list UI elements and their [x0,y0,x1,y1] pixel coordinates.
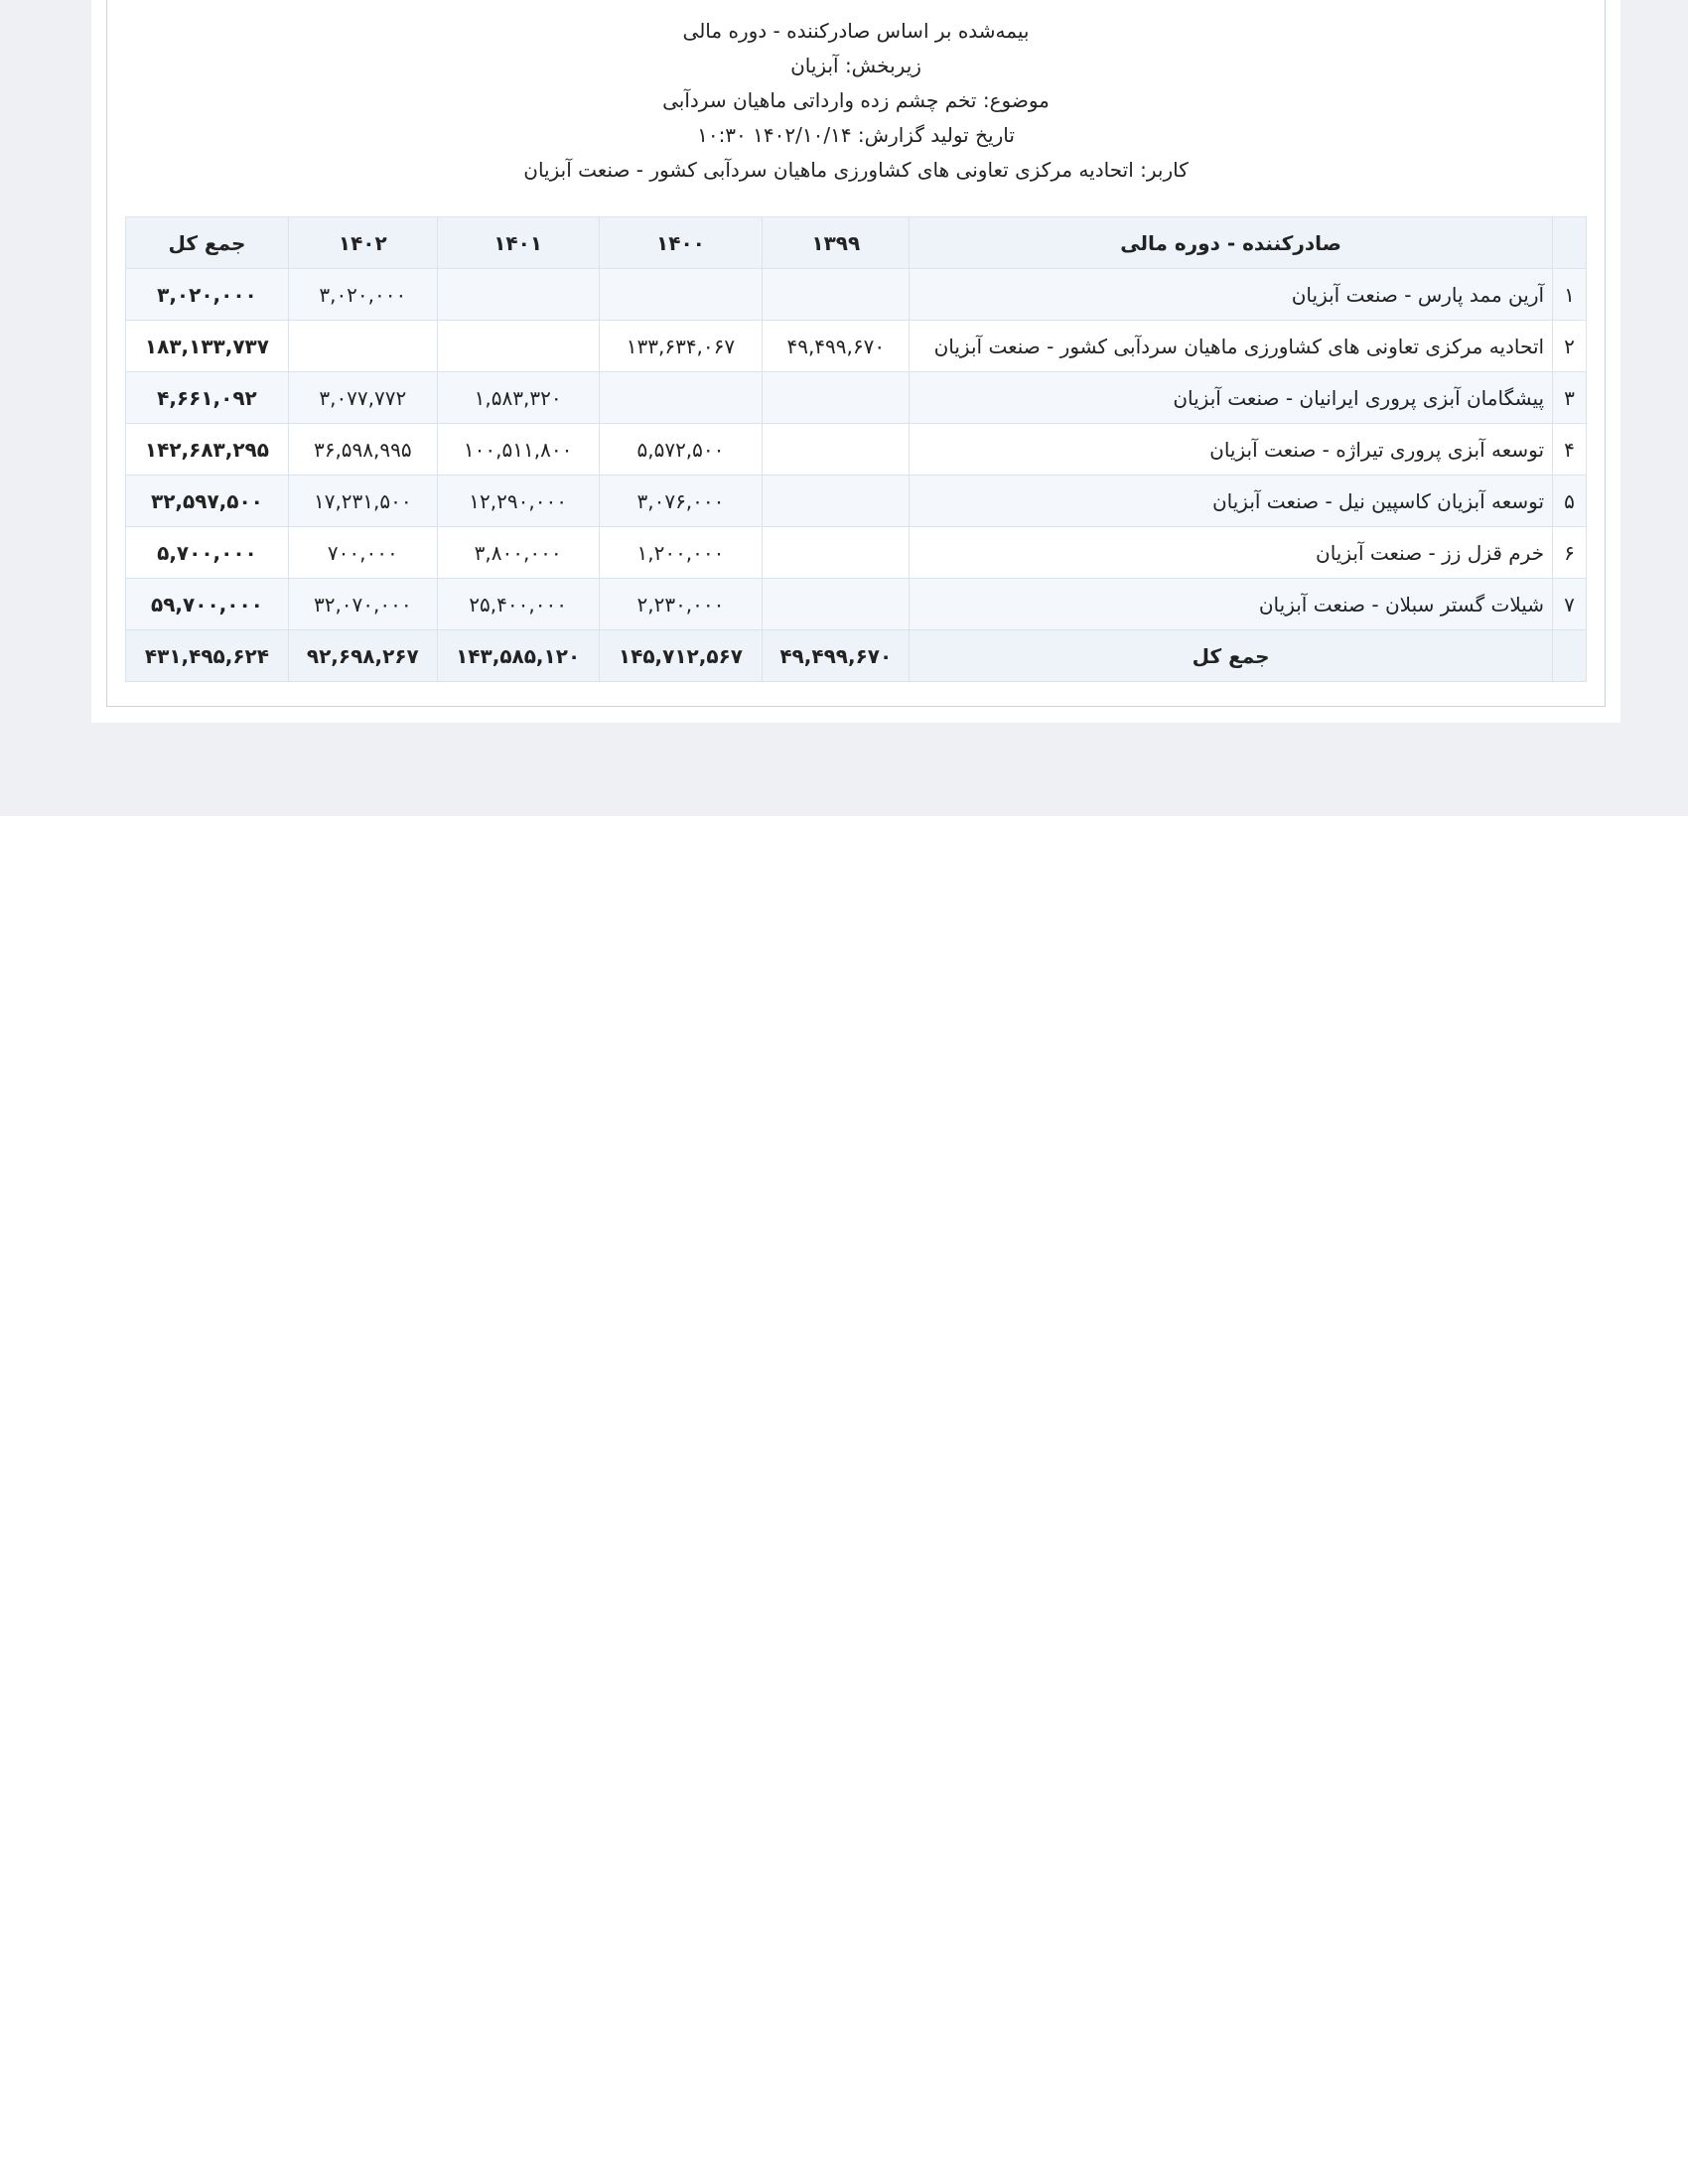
row-index: ۶ [1553,527,1587,579]
cell-1400: ۲,۲۳۰,۰۰۰ [599,579,763,630]
cell-1401 [437,321,599,372]
report-header [106,0,1606,188]
cell-total: ۵۹,۷۰۰,۰۰۰ [126,579,289,630]
row-exporter: آرین ممد پارس - صنعت آبزیان [910,269,1553,321]
table-row [126,579,1587,630]
cell-1402: ۷۰۰,۰۰۰ [288,527,437,579]
table-row [126,527,1587,579]
grand-total-label: جمع کل [910,630,1553,682]
cell-1400 [599,269,763,321]
header-1399[interactable]: ۱۳۹۹ [763,217,910,269]
cell-1402: ۳,۰۲۰,۰۰۰ [288,269,437,321]
cell-1401: ۱,۵۸۳,۳۲۰ [437,372,599,424]
table-row [126,269,1587,321]
cell-1402: ۱۷,۲۳۱,۵۰۰ [288,476,437,527]
cell-total: ۵,۷۰۰,۰۰۰ [126,527,289,579]
cell-total: ۱۴۲,۶۸۳,۲۹۵ [126,424,289,476]
row-exporter: توسعه آبزیان کاسپین نیل - صنعت آبزیان [910,476,1553,527]
cell-1402: ۳,۰۷۷,۷۷۲ [288,372,437,424]
cell-1400: ۳,۰۷۶,۰۰۰ [599,476,763,527]
row-index: ۴ [1553,424,1587,476]
row-index: ۳ [1553,372,1587,424]
row-exporter: اتحادیه مرکزی تعاونی های کشاورزی ماهیان سردآبی کشور - صنعت آبزیان [910,321,1553,372]
grand-total-1400: ۱۴۵,۷۱۲,۵۶۷ [599,630,763,682]
grand-total-1399: ۴۹,۴۹۹,۶۷۰ [763,630,910,682]
cell-total: ۴,۶۶۱,۰۹۲ [126,372,289,424]
cell-1402: ۳۲,۰۷۰,۰۰۰ [288,579,437,630]
cell-1399 [763,476,910,527]
report-title: بیمه‌شده بر اساس صادرکننده - دوره مالی [682,19,1030,43]
table-row [126,424,1587,476]
cell-1401 [437,269,599,321]
grand-total-index [1553,630,1587,682]
header-total[interactable]: جمع کل [126,217,289,269]
row-exporter: پیشگامان آبزی پروری ایرانیان - صنعت آبزیان [910,372,1553,424]
report-generated-at: تاریخ تولید گزارش: ۱۴۰۲/۱۰/۱۴ ۱۰:۳۰ [697,123,1015,147]
cell-1399 [763,269,910,321]
grand-total-total: ۴۳۱,۴۹۵,۶۲۴ [126,630,289,682]
report-user: کاربر: اتحادیه مرکزی تعاونی های کشاورزی ماهیان سردآبی کشور - صنعت آبزیان [523,158,1189,182]
cell-1401: ۱۰۰,۵۱۱,۸۰۰ [437,424,599,476]
table-row [126,476,1587,527]
cell-1399 [763,527,910,579]
cell-1401: ۳,۸۰۰,۰۰۰ [437,527,599,579]
report-subsection: زیربخش: آبزیان [790,54,921,77]
table-row [126,372,1587,424]
row-exporter: شیلات گستر سبلان - صنعت آبزیان [910,579,1553,630]
row-exporter: خرم قزل زز - صنعت آبزیان [910,527,1553,579]
header-index [1553,217,1587,269]
cell-1402 [288,321,437,372]
grand-total-1402: ۹۲,۶۹۸,۲۶۷ [288,630,437,682]
grand-total-row [126,630,1587,682]
cell-total: ۳,۰۲۰,۰۰۰ [126,269,289,321]
cell-1400: ۱,۲۰۰,۰۰۰ [599,527,763,579]
cell-1401: ۱۲,۲۹۰,۰۰۰ [437,476,599,527]
cell-1399 [763,579,910,630]
header-1401[interactable]: ۱۴۰۱ [437,217,599,269]
cell-1400: ۱۳۳,۶۳۴,۰۶۷ [599,321,763,372]
row-index: ۲ [1553,321,1587,372]
header-1402[interactable]: ۱۴۰۲ [288,217,437,269]
cell-1402: ۳۶,۵۹۸,۹۹۵ [288,424,437,476]
cell-total: ۳۲,۵۹۷,۵۰۰ [126,476,289,527]
row-index: ۱ [1553,269,1587,321]
cell-1401: ۲۵,۴۰۰,۰۰۰ [437,579,599,630]
report-table [125,216,1587,682]
table-header-row [126,217,1587,269]
cell-1400 [599,372,763,424]
table-row [126,321,1587,372]
cell-1399 [763,424,910,476]
grand-total-1401: ۱۴۳,۵۸۵,۱۲۰ [437,630,599,682]
report-subject: موضوع: تخم چشم زده وارداتی ماهیان سردآبی [662,88,1050,112]
cell-1399 [763,372,910,424]
cell-1400: ۵,۵۷۲,۵۰۰ [599,424,763,476]
row-index: ۷ [1553,579,1587,630]
cell-1399: ۴۹,۴۹۹,۶۷۰ [763,321,910,372]
cell-total: ۱۸۳,۱۳۳,۷۳۷ [126,321,289,372]
header-1400[interactable]: ۱۴۰۰ [599,217,763,269]
header-exporter[interactable]: صادرکننده - دوره مالی [910,217,1553,269]
row-index: ۵ [1553,476,1587,527]
row-exporter: توسعه آبزی پروری تیراژه - صنعت آبزیان [910,424,1553,476]
